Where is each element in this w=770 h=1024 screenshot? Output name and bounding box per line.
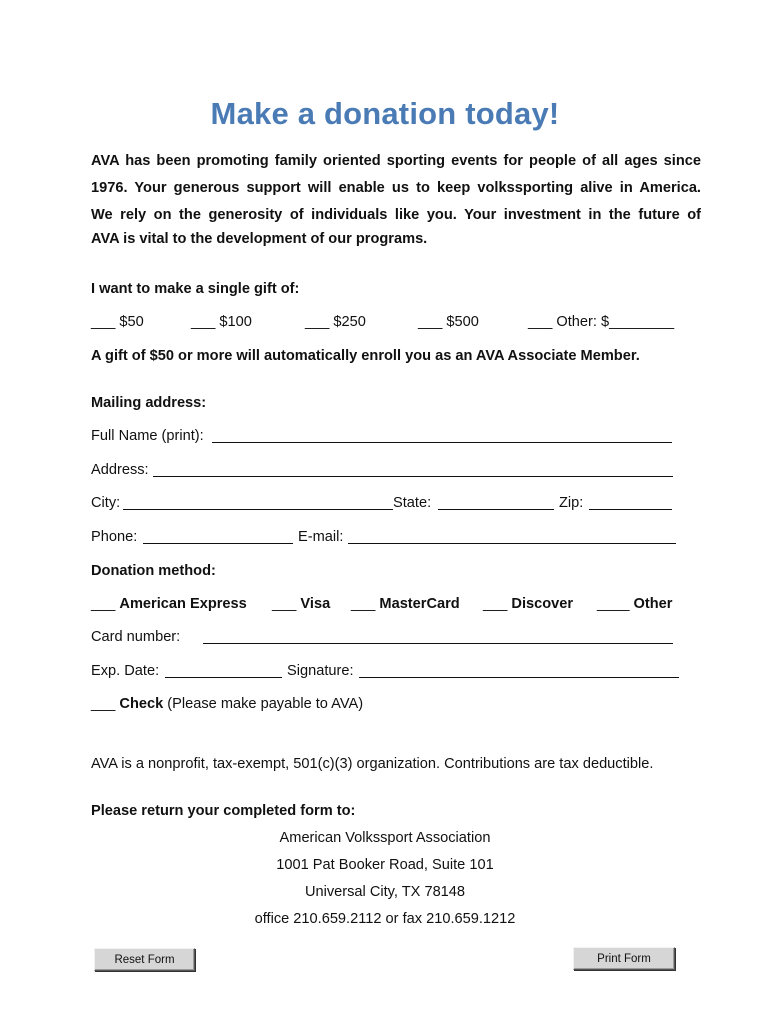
return-heading: Please return your completed form to:: [91, 803, 356, 819]
method-discover[interactable]: [483, 594, 573, 614]
gift-note: A gift of $50 or more will automatically enroll you as an AVA Associate Member.: [91, 348, 640, 364]
address-label: Address:: [91, 462, 149, 478]
return-street: 1001 Pat Booker Road, Suite 101: [276, 857, 494, 873]
intro-line-2: 1976. Your generous support will enable us to keep volkssporting alive in America.: [91, 180, 701, 196]
city-field[interactable]: [123, 495, 393, 510]
gift-option-50[interactable]: ___ $50: [91, 314, 144, 330]
gift-option-250[interactable]: ___ $250: [305, 314, 366, 330]
reset-form-label: Reset Form: [114, 953, 175, 966]
reset-form-button[interactable]: [94, 948, 195, 971]
check-option[interactable]: [91, 694, 363, 714]
nonprofit-note: AVA is a nonprofit, tax-exempt, 501(c)(3) organization. Contributions are tax deductible.: [91, 756, 654, 772]
method-other[interactable]: [597, 594, 672, 614]
method-blank: ____: [597, 596, 630, 612]
intro-line-3: We rely on the generosity of individuals like you. Your investment in the future of: [91, 207, 701, 223]
email-label: E-mail:: [298, 529, 344, 545]
return-city: Universal City, TX 78148: [304, 884, 466, 900]
state-field[interactable]: [438, 495, 554, 510]
city-label: City:: [91, 495, 121, 511]
method-blank: ___: [272, 596, 297, 612]
method-american-express[interactable]: [91, 594, 247, 614]
page-title: Make a donation today!: [210, 96, 560, 131]
return-contact: office 210.659.2112 or fax 210.659.1212: [254, 911, 516, 927]
check-note: (Please make payable to AVA): [167, 696, 364, 712]
donation-heading: Donation method:: [91, 563, 216, 579]
check-blank: ___: [91, 696, 116, 712]
method-blank: ___: [351, 596, 376, 612]
signature-label: Signature:: [287, 663, 354, 679]
method-mastercard[interactable]: [351, 594, 460, 614]
intro-line-4: AVA is vital to the development of our programs.: [91, 231, 428, 247]
full-name-label: Full Name (print):: [91, 428, 204, 444]
intro-line-1: AVA has been promoting family oriented sporting events for people of all ages since: [91, 153, 701, 169]
gift-heading: I want to make a single gift of:: [91, 281, 300, 297]
zip-field[interactable]: [589, 495, 672, 510]
method-label: American Express: [119, 596, 247, 612]
method-visa[interactable]: [272, 594, 330, 614]
method-label: Discover: [511, 596, 574, 612]
method-label: Other: [633, 596, 673, 612]
email-field[interactable]: [348, 529, 676, 544]
return-org: American Volkssport Association: [279, 830, 491, 846]
card-number-field[interactable]: [203, 629, 673, 644]
method-blank: ___: [483, 596, 508, 612]
phone-label: Phone:: [91, 529, 138, 545]
card-number-label: Card number:: [91, 629, 181, 645]
print-form-button[interactable]: [573, 947, 675, 970]
method-blank: ___: [91, 596, 116, 612]
gift-option-other[interactable]: ___ Other: $________: [528, 314, 675, 330]
exp-date-label: Exp. Date:: [91, 663, 160, 679]
method-label: MasterCard: [379, 596, 460, 612]
print-form-label: Print Form: [597, 952, 651, 965]
zip-label: Zip:: [559, 495, 584, 511]
check-label: Check: [119, 696, 164, 712]
exp-date-field[interactable]: [165, 663, 282, 678]
intro-paragraph: [91, 153, 701, 258]
address-field[interactable]: [153, 462, 673, 477]
gift-option-100[interactable]: ___ $100: [191, 314, 252, 330]
gift-option-500[interactable]: ___ $500: [418, 314, 479, 330]
full-name-field[interactable]: [212, 428, 672, 443]
phone-field[interactable]: [143, 529, 293, 544]
mailing-heading: Mailing address:: [91, 395, 207, 411]
method-label: Visa: [300, 596, 331, 612]
signature-field[interactable]: [359, 663, 679, 678]
state-label: State:: [393, 495, 432, 511]
